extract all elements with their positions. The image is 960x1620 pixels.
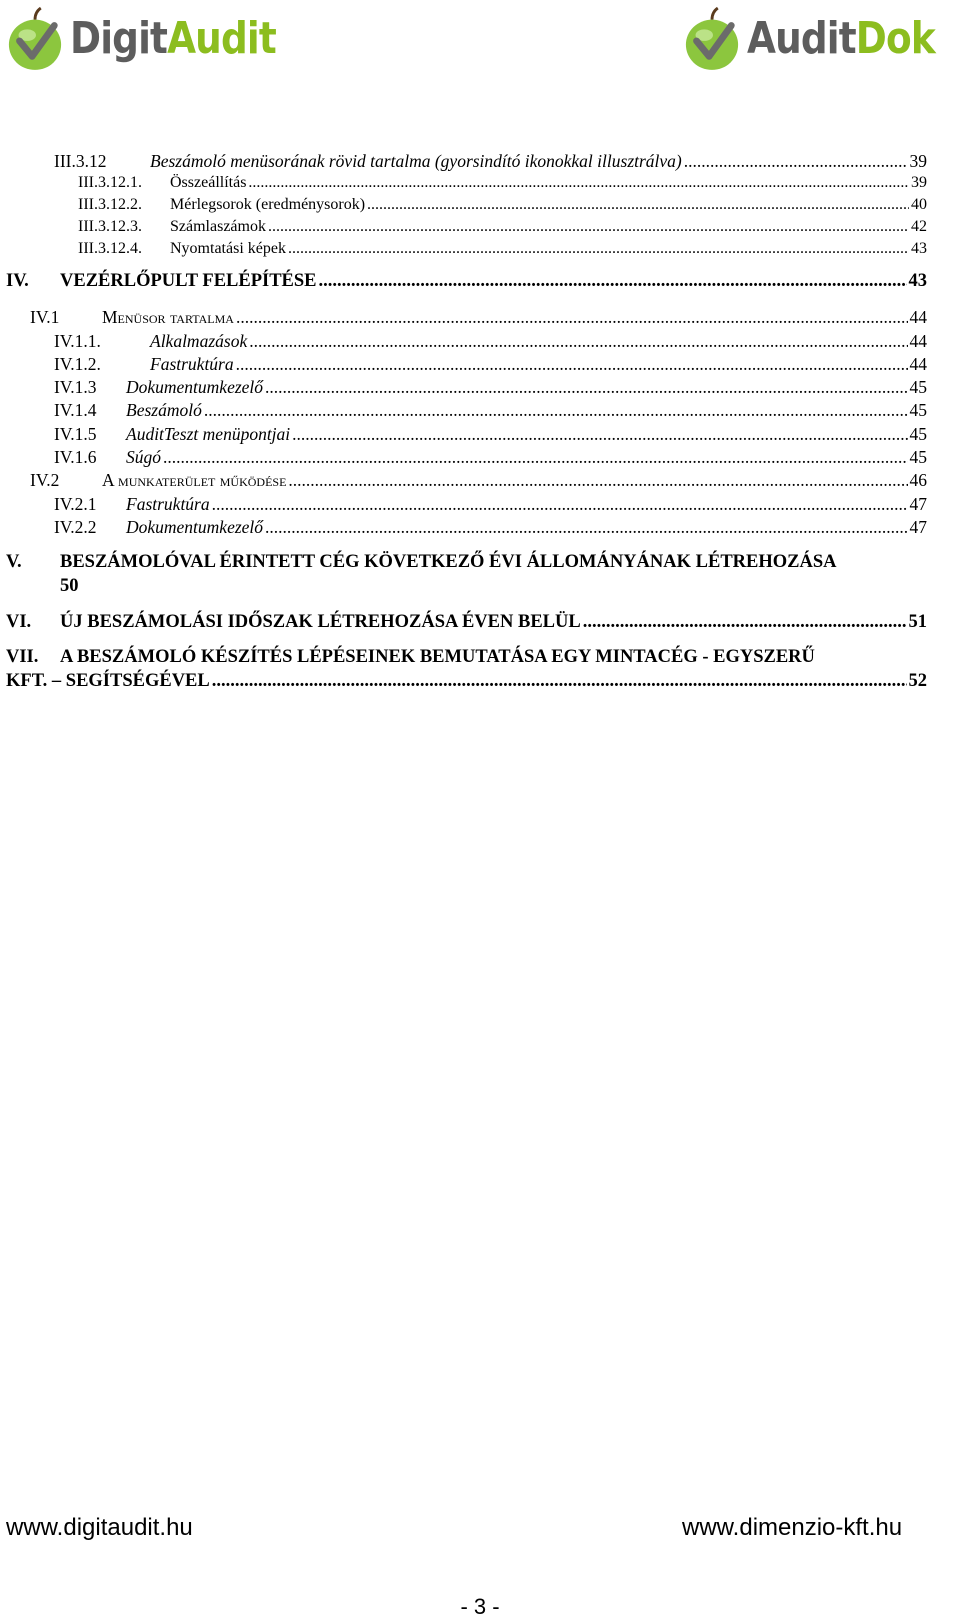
toc-leader — [288, 240, 909, 258]
toc-title: Beszámoló menüsorának rövid tartalma (gyorsindító ikonokkal illusztrálva) — [150, 151, 682, 171]
toc-entry[interactable] — [30, 470, 927, 492]
toc-entry[interactable] — [78, 218, 927, 240]
digitaudit-logo-text: DigitAudit — [70, 13, 276, 64]
toc-page: 45 — [909, 400, 927, 420]
toc-entry[interactable] — [6, 271, 927, 293]
toc-entry[interactable] — [30, 307, 927, 329]
toc-title: Súgó — [126, 447, 161, 467]
toc-entry[interactable] — [54, 424, 927, 446]
toc-entry[interactable] — [78, 196, 927, 218]
toc-page: 45 — [909, 424, 927, 444]
toc-entry[interactable] — [54, 517, 927, 539]
toc-title: Menüsor tartalma — [102, 307, 234, 327]
toc-leader — [684, 151, 908, 172]
toc-number: IV.1.5 — [54, 424, 97, 444]
toc-number: IV.1.3 — [54, 377, 97, 397]
toc-page: 44 — [909, 331, 927, 351]
toc-entry[interactable] — [6, 647, 927, 669]
apple-check-icon — [6, 6, 64, 72]
toc-leader — [236, 307, 908, 328]
toc-number: IV.1.4 — [54, 400, 97, 420]
toc-title: ÚJ BESZÁMOLÁSI IDŐSZAK LÉTREHOZÁSA ÉVEN BELÜL — [60, 612, 581, 632]
footer-left-url[interactable]: www.digitaudit.hu — [6, 1514, 193, 1541]
toc-page: 39 — [911, 174, 927, 191]
toc-leader — [265, 377, 907, 398]
toc-entry[interactable] — [54, 377, 927, 399]
toc-title: BESZÁMOLÓVAL ÉRINTETT CÉG KÖVETKEZŐ ÉVI ÁLLOMÁNYÁNAK LÉTREHOZÁSA — [60, 552, 837, 572]
toc-page: 50 — [60, 576, 79, 596]
toc-title: Alkalmazások — [150, 331, 248, 351]
toc-title: Dokumentumkezelő — [126, 517, 264, 537]
auditdok-logo-text: AuditDok — [747, 13, 935, 64]
toc-number: III.3.12.3. — [78, 218, 142, 235]
toc-entry[interactable] — [54, 447, 927, 469]
toc-leader — [236, 354, 908, 375]
digitaudit-logo — [6, 6, 312, 72]
toc-leader — [583, 612, 907, 633]
toc-page: 44 — [909, 354, 927, 374]
toc-leader — [288, 470, 907, 491]
toc-page: 45 — [909, 377, 927, 397]
toc-number: III.3.12.4. — [78, 240, 142, 257]
toc-leader — [292, 424, 907, 445]
toc-entry[interactable] — [54, 494, 927, 516]
toc-number: III.3.12 — [54, 151, 107, 171]
auditdok-logo — [683, 6, 960, 72]
page-number: - 3 - — [460, 1594, 500, 1619]
toc-title: Fastruktúra — [126, 494, 210, 514]
toc-title: KFT. – SEGÍTSÉGÉVEL — [6, 671, 210, 691]
toc-title: Fastruktúra — [150, 354, 234, 374]
toc-number: IV.1.1. — [54, 331, 101, 351]
toc-title: A BESZÁMOLÓ KÉSZÍTÉS LÉPÉSEINEK BEMUTATÁSA EGY MINTACÉG - EGYSZERŰ — [60, 647, 815, 667]
toc-title: AuditTeszt menüpontjai — [126, 424, 291, 444]
toc-page: 47 — [909, 517, 927, 537]
toc-page: 52 — [908, 671, 927, 691]
toc-page: 47 — [909, 494, 927, 514]
toc-number: IV.2 — [30, 470, 60, 490]
toc-entry[interactable] — [78, 174, 927, 196]
toc-leader — [248, 174, 909, 192]
toc-number: VII. — [6, 647, 39, 667]
toc-title: Beszámoló — [126, 400, 202, 420]
toc-number: III.3.12.2. — [78, 196, 142, 213]
toc-title: VEZÉRLŐPULT FELÉPÍTÉSE — [60, 271, 317, 291]
toc-title: Nyomtatási képek — [170, 240, 286, 257]
toc-leader — [212, 671, 907, 692]
toc-leader — [265, 517, 907, 538]
toc-entry[interactable] — [54, 354, 927, 376]
toc-number: IV. — [6, 271, 29, 291]
toc-entry[interactable] — [54, 331, 927, 353]
toc-number: VI. — [6, 612, 32, 632]
toc-leader — [249, 331, 907, 352]
toc-title: Mérlegsorok (eredménysorok) — [170, 196, 366, 213]
toc-number: IV.1.6 — [54, 447, 97, 467]
toc-number: IV.1 — [30, 307, 60, 327]
toc-leader — [367, 196, 909, 214]
toc-number: IV.2.1 — [54, 494, 97, 514]
toc-leader — [212, 494, 908, 515]
footer-right-url[interactable]: www.dimenzio-kft.hu — [682, 1514, 903, 1541]
toc-number: III.3.12.1. — [78, 174, 142, 191]
toc-number: IV.2.2 — [54, 517, 97, 537]
toc-leader — [204, 400, 908, 421]
toc-leader — [163, 447, 908, 468]
toc-leader — [268, 218, 909, 236]
toc-number: V. — [6, 552, 22, 572]
toc-number: IV.1.2. — [54, 354, 101, 374]
toc-page: 44 — [909, 307, 927, 327]
toc-page: 46 — [909, 470, 927, 490]
apple-check-icon — [683, 6, 741, 72]
toc-title: A munkaterület működése — [102, 470, 287, 490]
toc-page: 43 — [908, 271, 927, 291]
toc-page: 39 — [909, 151, 927, 171]
toc-title: Számlaszámok — [170, 218, 266, 235]
toc-title: Összeállítás — [170, 174, 247, 191]
toc-entry[interactable] — [54, 151, 927, 173]
toc-page: 42 — [911, 218, 927, 235]
toc-entry[interactable] — [6, 612, 927, 634]
toc-page: 43 — [911, 240, 927, 257]
toc-page: 45 — [909, 447, 927, 467]
toc-page: 40 — [911, 196, 927, 213]
toc-title: Dokumentumkezelő — [126, 377, 264, 397]
toc-leader — [319, 271, 907, 292]
toc-entry-continued[interactable] — [6, 671, 927, 693]
toc-page: 51 — [908, 612, 927, 632]
toc-entry[interactable] — [78, 240, 927, 262]
toc-entry[interactable] — [6, 552, 927, 574]
toc-entry[interactable] — [54, 400, 927, 422]
